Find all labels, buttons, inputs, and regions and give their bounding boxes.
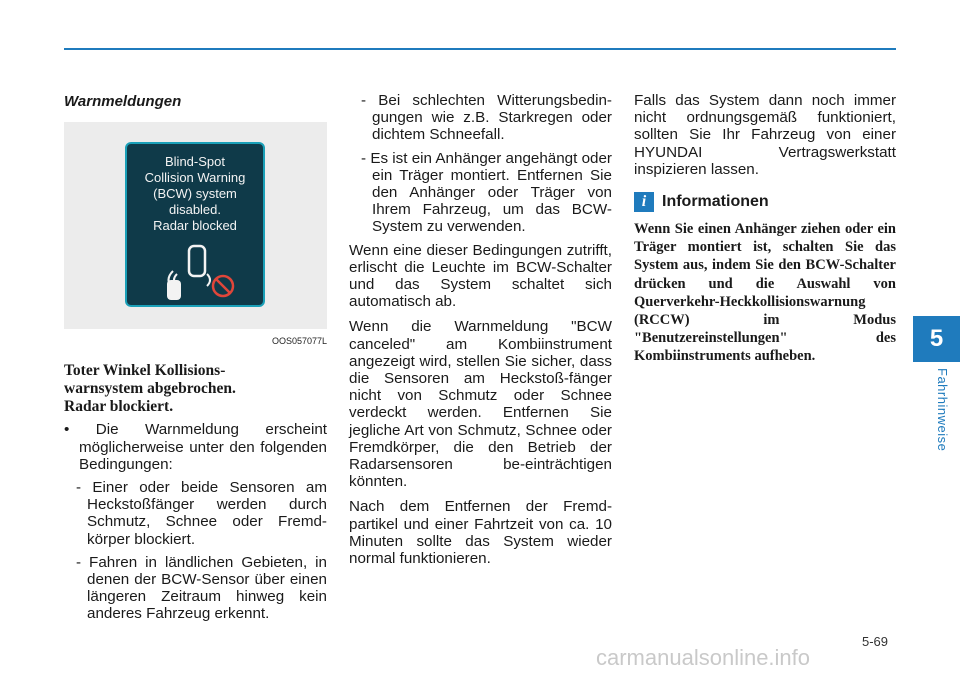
paragraph: Wenn die Warnmeldung "BCW canceled" am Kombiinstrument angezeigt wird, stellen Sie sicher, dass die Sensoren am Heckstoß-fänger nicht von Schmutz oder Schnee verdeckt werden. Entfernen Sie jegliche Art von Schmutz, Schnee oder Fremdkörper, die den Betrieb der Radarsensoren be-einträchtigen könnten. — [349, 318, 612, 491]
blocked-radar-icon — [167, 244, 237, 304]
chapter-label: Fahrhinweise — [935, 368, 950, 452]
paragraph: Falls das System dann noch immer nicht ordnungsgemäß funktioniert, sollten Sie Ihr Fahrzeug von einer HYUNDAI Vertragswerkstatt inspizieren lassen. — [634, 92, 896, 178]
display-message: Blind-Spot Collision Warning (BCW) system disabled. Radar blocked — [144, 154, 246, 234]
top-rule — [64, 48, 896, 50]
info-header — [634, 192, 896, 212]
column-1 — [64, 90, 327, 629]
watermark: carmanualsonline.info — [596, 645, 811, 670]
bullet-item: • Die Warnmeldung erscheint möglicherweise unter den folgenden Bedingungen: — [64, 421, 327, 473]
cluster-display — [125, 142, 265, 307]
chapter-tab[interactable]: 5 — [913, 316, 960, 362]
figure-code: OOS057077L — [271, 336, 327, 347]
column-3 — [634, 92, 896, 366]
dash-item: - Es ist ein Anhänger angehängt oder ein Träger montiert. Entfernen Sie den Anhänger oder Träger von Ihrem Fahrzeug, um das BCW-System zu verwenden. — [361, 149, 612, 236]
info-text: Wenn Sie einen Anhänger ziehen oder ein Träger montiert ist, schalten Sie das System aus, indem Sie den BCW-Schalter drücken und die Auswahl von Querverkehr-Heckkollisionswarnung (RCCW) im Modus "Benutzereinstellungen" des Kombiinstruments aufheben. — [634, 221, 896, 365]
page-number: 5-69 — [862, 634, 889, 649]
column-2 — [349, 92, 612, 575]
section-heading: Warnmeldungen — [64, 93, 182, 110]
warning-figure — [64, 122, 327, 329]
figure-caption: Toter Winkel Kollisions- warnsystem abgebrochen. Radar blockiert. — [64, 362, 236, 416]
paragraph: Nach dem Entfernen der Fremd-partikel und einer Fahrtzeit von ca. 10 Minuten sollte das System wieder normal funktionieren. — [349, 498, 612, 568]
dash-item: - Fahren in ländlichen Gebieten, in denen der BCW-Sensor über einen längeren Zeitraum hinweg kein anderes Fahrzeug erkennt. — [76, 553, 327, 623]
info-title: Informationen — [662, 193, 769, 211]
paragraph: Wenn eine dieser Bedingungen zutrifft, erlischt die Leuchte im BCW-Schalter und das System schaltet sich automatisch ab. — [349, 241, 612, 311]
dash-item: - Einer oder beide Sensoren am Heckstoßfänger werden durch Schmutz, Schnee oder Fremd-körper blockiert. — [76, 479, 327, 548]
dash-item: - Bei schlechten Witterungsbedin-gungen wie z.B. Starkregen oder dichtem Schneefall. — [361, 92, 612, 144]
info-icon: i — [634, 192, 654, 212]
